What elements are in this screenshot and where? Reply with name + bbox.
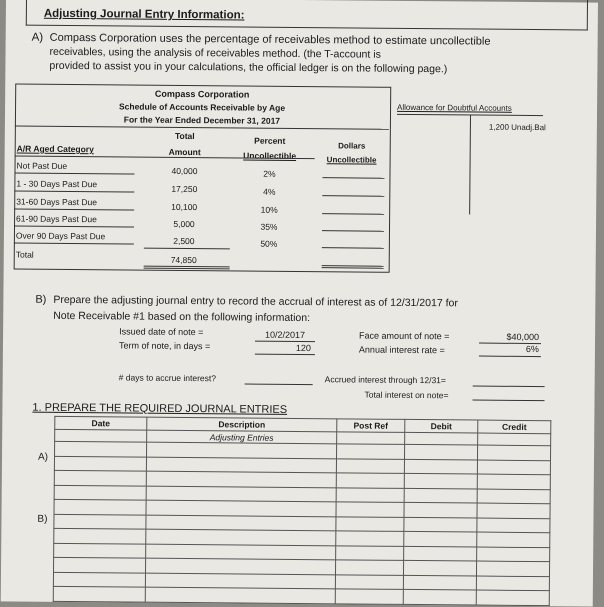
- row-amount: 17,250: [171, 183, 198, 195]
- credit-cell[interactable]: [476, 576, 549, 591]
- post-ref-cell[interactable]: [337, 444, 405, 459]
- description-cell[interactable]: [146, 471, 336, 487]
- debit-cell[interactable]: [404, 473, 477, 488]
- credit-cell[interactable]: [477, 489, 550, 504]
- journal-heading: [32, 402, 287, 416]
- date-cell[interactable]: [54, 485, 146, 500]
- description-cell[interactable]: [146, 486, 336, 502]
- col-post-ref: Post Ref: [337, 419, 405, 433]
- header-total-bottom: Amount: [168, 146, 201, 158]
- header-percent-bottom: Uncollectible: [243, 150, 297, 161]
- col-debit: Debit: [405, 419, 478, 433]
- row-amount: 5,000: [173, 218, 195, 230]
- days-answer-blank[interactable]: [245, 384, 313, 386]
- post-ref-cell[interactable]: [336, 545, 404, 560]
- row-percent: 50%: [260, 238, 278, 249]
- header-dollars-top: Dollars: [338, 141, 366, 151]
- credit-cell[interactable]: [477, 518, 550, 533]
- debit-cell[interactable]: [403, 575, 476, 590]
- date-cell[interactable]: [55, 441, 147, 456]
- debit-cell[interactable]: [404, 517, 477, 532]
- subheading-blank: [337, 432, 405, 445]
- taccount-credit-entry: 1,200 Unadj.Bal: [488, 122, 546, 133]
- subheading-blank: [478, 433, 551, 446]
- journal-label-b: B): [37, 513, 48, 525]
- days-label: # days to accrue interest?: [118, 372, 217, 384]
- section-b-label: B): [35, 293, 47, 306]
- description-cell[interactable]: [145, 573, 335, 589]
- date-cell[interactable]: [54, 528, 146, 543]
- row-amount: 2,500: [173, 235, 195, 247]
- row-amount: 40,000: [171, 165, 198, 177]
- term-value: 120: [295, 342, 312, 354]
- row-category: Over 90 Days Past Due: [15, 230, 106, 242]
- row-category: 61-90 Days Past Due: [16, 213, 97, 225]
- header-category: A/R Aged Category: [16, 143, 94, 155]
- debit-cell[interactable]: [404, 488, 477, 503]
- debit-cell[interactable]: [403, 589, 476, 604]
- date-cell[interactable]: [54, 557, 146, 572]
- description-cell[interactable]: [146, 529, 336, 545]
- debit-cell[interactable]: [403, 560, 476, 575]
- date-cell[interactable]: [54, 514, 146, 529]
- row-percent: 10%: [260, 204, 278, 215]
- accrued-answer-blank[interactable]: [473, 386, 545, 388]
- schedule-name: Schedule of Accounts Receivable by Age: [118, 101, 286, 113]
- journal-table: [53, 416, 552, 606]
- header-percent-top: Percent: [254, 135, 286, 146]
- schedule-period: For the Year Ended December 31, 2017: [123, 114, 281, 126]
- description-cell[interactable]: [147, 442, 337, 458]
- total-label: Total: [15, 249, 34, 260]
- rate-value: 6%: [525, 343, 540, 355]
- section-a-line-3: provided to assist you in your calculations, the official ledger is on the following page.): [49, 59, 448, 76]
- post-ref-cell[interactable]: [336, 487, 404, 502]
- row-percent: 35%: [260, 221, 278, 232]
- description-cell[interactable]: [146, 457, 336, 473]
- section-b-line-2: Note Receivable #1 based on the following information:: [53, 309, 311, 325]
- face-value: $40,000: [506, 331, 540, 343]
- description-cell[interactable]: [146, 515, 336, 531]
- date-cell[interactable]: [54, 470, 146, 485]
- debit-cell[interactable]: [404, 502, 477, 517]
- journal-heading-text: 1. PREPARE THE REQUIRED JOURNAL ENTRIES: [32, 401, 288, 416]
- issued-label: Issued date of note =: [119, 326, 204, 338]
- row-category: 1 - 30 Days Past Due: [16, 178, 98, 190]
- term-underline: [255, 354, 315, 356]
- post-ref-cell[interactable]: [336, 473, 404, 488]
- taccount-title: Allowance for Doubtful Accounts: [397, 102, 512, 113]
- schedule-company: Compass Corporation: [154, 88, 250, 100]
- post-ref-cell[interactable]: [336, 458, 404, 473]
- credit-cell[interactable]: [477, 532, 550, 547]
- taccount-center-rule: [469, 114, 471, 214]
- post-ref-cell[interactable]: [335, 589, 403, 604]
- description-cell[interactable]: [146, 500, 336, 516]
- term-label: Term of note, in days =: [118, 340, 211, 352]
- debit-cell[interactable]: [404, 444, 477, 459]
- header-dollars-bottom: Uncollectible: [326, 155, 377, 165]
- journal-subheading: Adjusting Entries: [147, 430, 337, 444]
- total-interest-answer-blank[interactable]: [473, 400, 545, 402]
- credit-cell[interactable]: [476, 561, 549, 576]
- post-ref-cell[interactable]: [336, 502, 404, 517]
- section-a-line-1: Compass Corporation uses the percentage of receivables method to estimate uncollectible: [49, 31, 491, 48]
- rate-label: Annual interest rate =: [358, 344, 445, 356]
- description-cell[interactable]: [145, 558, 335, 574]
- debit-cell[interactable]: [404, 459, 477, 474]
- debit-cell[interactable]: [404, 546, 477, 561]
- journal-label-a: A): [37, 451, 49, 463]
- col-description: Description: [147, 417, 337, 432]
- date-cell[interactable]: [54, 456, 146, 471]
- col-date: Date: [55, 416, 147, 430]
- post-ref-cell[interactable]: [336, 516, 404, 531]
- credit-cell[interactable]: [477, 547, 550, 562]
- date-cell[interactable]: [54, 543, 146, 558]
- total-interest-label: Total interest on note=: [364, 389, 449, 401]
- header-total-top: Total: [174, 130, 195, 142]
- page-title: Adjusting Journal Entry Information:: [43, 7, 245, 22]
- row-category: 31-60 Days Past Due: [16, 196, 98, 208]
- row-category: Not Past Due: [16, 160, 68, 171]
- section-a-label: A): [31, 31, 44, 44]
- credit-cell[interactable]: [477, 445, 550, 460]
- face-label: Face amount of note =: [359, 330, 450, 342]
- subheading-blank: [405, 432, 478, 445]
- row-percent: 2%: [263, 168, 276, 179]
- total-amount: 74,850: [170, 254, 197, 266]
- description-cell[interactable]: [145, 587, 335, 603]
- journal-entry-row[interactable]: [53, 586, 549, 605]
- credit-cell[interactable]: [477, 474, 550, 489]
- post-ref-cell[interactable]: [336, 531, 404, 546]
- subheading-blank: [55, 429, 147, 442]
- section-b-line-1: Prepare the adjusting journal entry to record the accrual of interest as of 12/31/2017 for: [53, 293, 458, 310]
- credit-cell[interactable]: [476, 590, 549, 605]
- accrued-label: Accrued interest through 12/31=: [324, 374, 446, 386]
- section-a-line-2: receivables, using the analysis of receivables method. (the T-account is: [49, 45, 381, 61]
- issued-value: 10/2/2017: [265, 329, 306, 341]
- description-cell[interactable]: [146, 544, 336, 560]
- rate-underline: [479, 356, 541, 358]
- credit-cell[interactable]: [477, 460, 550, 475]
- row-percent: 4%: [263, 186, 276, 197]
- worksheet-page: [1, 0, 598, 607]
- date-cell[interactable]: [53, 572, 145, 587]
- post-ref-cell[interactable]: [335, 574, 403, 589]
- credit-cell[interactable]: [477, 503, 550, 518]
- date-cell[interactable]: [53, 586, 145, 601]
- date-cell[interactable]: [54, 499, 146, 514]
- row-amount: 10,100: [171, 201, 198, 213]
- debit-cell[interactable]: [404, 531, 477, 546]
- post-ref-cell[interactable]: [335, 560, 403, 575]
- col-credit: Credit: [478, 420, 551, 434]
